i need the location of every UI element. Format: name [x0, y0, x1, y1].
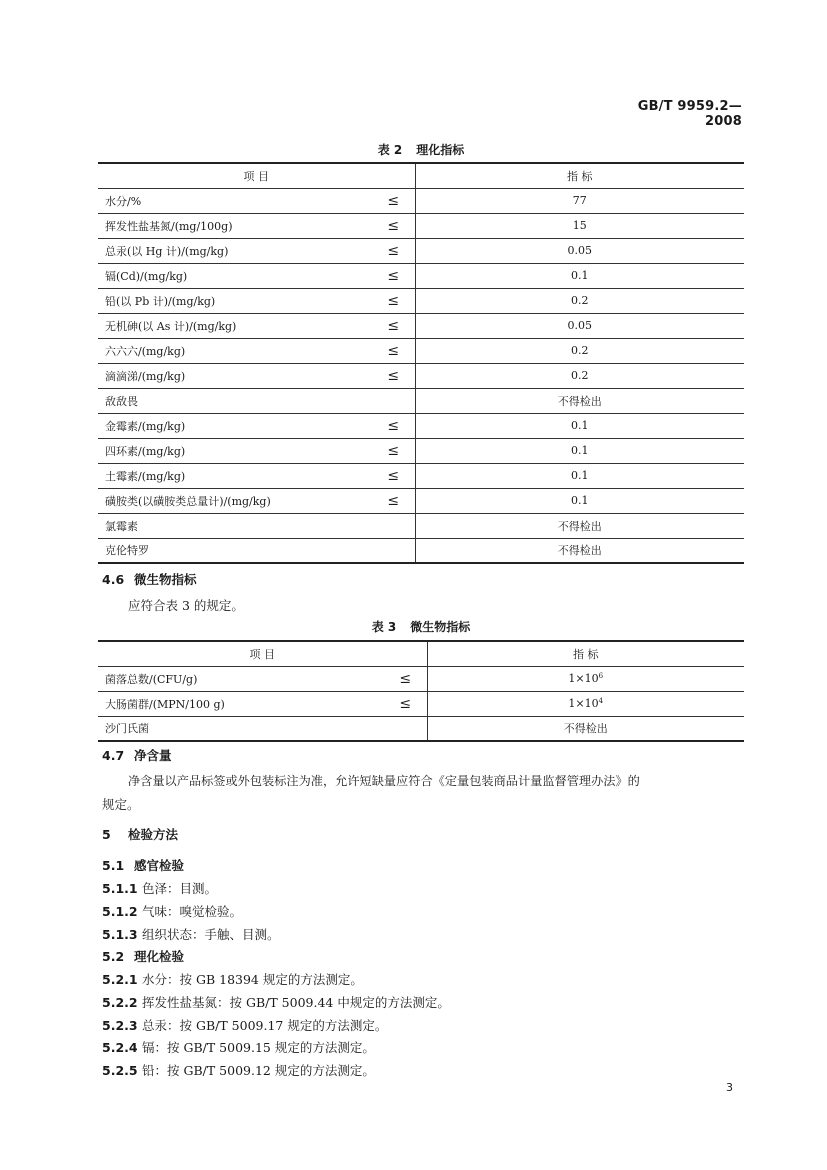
value-exponent: 4 [598, 697, 604, 705]
row-limit: ≤ [384, 666, 427, 691]
item-text: 水分：按 GB 18394 规定的方法测定。 [142, 972, 363, 987]
item-number: 5.2.3 [102, 1018, 138, 1033]
item-5-2-4 [102, 1038, 375, 1056]
item-number: 5.2.5 [102, 1063, 138, 1078]
table-3-title: 微生物指标 [410, 620, 471, 634]
section-4-6-body: 应符合表 3 的规定。 [128, 598, 244, 613]
row-item: 大肠菌群/(MPN/100 g) [98, 691, 384, 716]
row-item: 氯霉素 [98, 513, 372, 538]
table-row [98, 288, 744, 313]
row-value: 0.1 [415, 263, 744, 288]
section-number: 4.7 [102, 748, 125, 763]
table-row [98, 513, 744, 538]
item-number: 5.2.2 [102, 995, 138, 1010]
row-item: 四环素/(mg/kg) [98, 438, 372, 463]
row-item: 磺胺类(以磺胺类总量计)/(mg/kg) [98, 488, 372, 513]
row-item: 克伦特罗 [105, 544, 149, 558]
table-row [98, 213, 744, 238]
table-row [98, 716, 744, 741]
value-base: 1×10 [568, 672, 599, 685]
section-5-2-heading [102, 947, 184, 965]
row-value [427, 666, 744, 691]
row-item: 沙门氏菌 [105, 722, 149, 736]
item-number: 5.1.2 [102, 904, 138, 919]
section-number: 5 [102, 827, 111, 842]
section-title: 检验方法 [128, 827, 179, 842]
table-2-title: 理化指标 [416, 143, 465, 157]
section-4-6-heading [102, 570, 197, 588]
table-2-caption [98, 141, 744, 158]
row-value: 0.2 [415, 363, 744, 388]
row-limit [372, 538, 415, 563]
row-value: 0.1 [415, 463, 744, 488]
row-limit [372, 388, 415, 413]
row-item: 菌落总数/(CFU/g) [98, 666, 384, 691]
item-number: 5.2.1 [102, 972, 138, 987]
row-value: 0.1 [415, 438, 744, 463]
item-text: 色泽：目测。 [142, 881, 218, 896]
table-row [98, 313, 744, 338]
item-text: 镉：按 GB/T 5009.15 规定的方法测定。 [142, 1040, 375, 1055]
section-title: 微生物指标 [134, 572, 197, 587]
item-5-1-1 [102, 879, 217, 897]
item-text: 铅：按 GB/T 5009.12 规定的方法测定。 [142, 1063, 375, 1078]
table-row [98, 413, 744, 438]
table-header-row [98, 641, 744, 666]
row-value: 不得检出 [415, 538, 744, 563]
value-base: 不得检出 [563, 722, 608, 736]
section-5-1-heading [102, 856, 184, 874]
table-row [98, 263, 744, 288]
table-row [98, 238, 744, 263]
row-limit: ≤ [372, 313, 415, 338]
item-text: 挥发性盐基氮：按 GB/T 5009.44 中规定的方法测定。 [142, 995, 450, 1010]
row-value: 不得检出 [415, 513, 744, 538]
item-5-2-3 [102, 1016, 387, 1034]
table-2-number: 表 2 [377, 143, 403, 157]
item-text: 总汞：按 GB/T 5009.17 规定的方法测定。 [142, 1018, 388, 1033]
standard-number: GB/T 9959.2—2008 [637, 99, 742, 129]
row-item: 六六六/(mg/kg) [98, 338, 372, 363]
column-header-item: 项 目 [98, 641, 427, 666]
table-row [98, 338, 744, 363]
row-value [427, 691, 744, 716]
row-item: 金霉素/(mg/kg) [98, 413, 372, 438]
item-5-1-2 [102, 902, 242, 920]
row-limit: ≤ [372, 488, 415, 513]
row-value: 77 [415, 188, 744, 213]
row-value: 0.1 [415, 413, 744, 438]
item-text: 气味：嗅觉检验。 [142, 904, 243, 919]
row-item: 总汞(以 Hg 计)/(mg/kg) [98, 238, 372, 263]
value-base: 1×10 [568, 697, 599, 710]
section-title: 感官检验 [134, 858, 185, 873]
row-item: 敌敌畏 [98, 388, 372, 413]
item-text: 组织状态：手触、目测。 [142, 927, 280, 942]
row-value: 0.05 [415, 238, 744, 263]
row-item: 滴滴涕/(mg/kg) [98, 363, 372, 388]
row-limit [384, 716, 427, 741]
row-value [427, 716, 744, 741]
column-header-item: 项 目 [98, 163, 415, 188]
item-5-2-1 [102, 970, 363, 988]
value-exponent: 6 [598, 672, 604, 680]
section-4-7-body-line-2: 规定。 [102, 797, 140, 812]
item-5-2-2 [102, 993, 450, 1011]
section-number: 5.2 [102, 949, 125, 964]
row-item: 无机砷(以 As 计)/(mg/kg) [98, 313, 372, 338]
table-3-caption [98, 618, 744, 635]
row-limit: ≤ [372, 438, 415, 463]
item-number: 5.1.1 [102, 881, 138, 896]
row-limit [372, 513, 415, 538]
row-value: 0.2 [415, 338, 744, 363]
item-number: 5.1.3 [102, 927, 138, 942]
row-limit: ≤ [372, 338, 415, 363]
table-row [98, 388, 744, 413]
row-item: 水分/% [98, 188, 372, 213]
row-value: 不得检出 [415, 388, 744, 413]
table-row [98, 438, 744, 463]
item-5-2-5 [102, 1061, 375, 1079]
column-header-value: 指 标 [427, 641, 744, 666]
row-limit: ≤ [372, 463, 415, 488]
row-limit: ≤ [372, 413, 415, 438]
row-value: 0.2 [415, 288, 744, 313]
table-header-row [98, 163, 744, 188]
row-value: 0.1 [415, 488, 744, 513]
row-value: 15 [415, 213, 744, 238]
row-limit: ≤ [384, 691, 427, 716]
item-number: 5.2.4 [102, 1040, 138, 1055]
section-title: 理化检验 [134, 949, 185, 964]
row-item: 镉(Cd)/(mg/kg) [98, 263, 372, 288]
item-5-1-3 [102, 925, 280, 943]
table-3-number: 表 3 [371, 620, 397, 634]
column-header-value: 指 标 [415, 163, 744, 188]
row-item: 铅(以 Pb 计)/(mg/kg) [98, 288, 372, 313]
table-row [98, 188, 744, 213]
table-row [98, 488, 744, 513]
table-3-microbiological [98, 640, 744, 742]
table-2-physicochemical [98, 162, 744, 564]
table-row [98, 691, 744, 716]
row-limit: ≤ [372, 363, 415, 388]
row-limit: ≤ [372, 213, 415, 238]
section-4-7-heading [102, 746, 172, 764]
row-limit: ≤ [372, 263, 415, 288]
section-4-7-body-line-1: 净含量以产品标签或外包装标注为准，允许短缺量应符合《定量包装商品计量监督管理办法》的 [128, 774, 640, 788]
row-limit: ≤ [372, 238, 415, 263]
section-5-heading [102, 825, 178, 843]
row-item: 土霉素/(mg/kg) [98, 463, 372, 488]
table-row [98, 463, 744, 488]
table-row [98, 538, 744, 563]
section-number: 4.6 [102, 572, 125, 587]
row-item: 挥发性盐基氮/(mg/100g) [98, 213, 372, 238]
page-number: 3 [726, 1081, 733, 1094]
row-value: 0.05 [415, 313, 744, 338]
section-number: 5.1 [102, 858, 125, 873]
section-title: 净含量 [134, 748, 172, 763]
row-limit: ≤ [372, 188, 415, 213]
table-row [98, 363, 744, 388]
row-limit: ≤ [372, 288, 415, 313]
table-row [98, 666, 744, 691]
